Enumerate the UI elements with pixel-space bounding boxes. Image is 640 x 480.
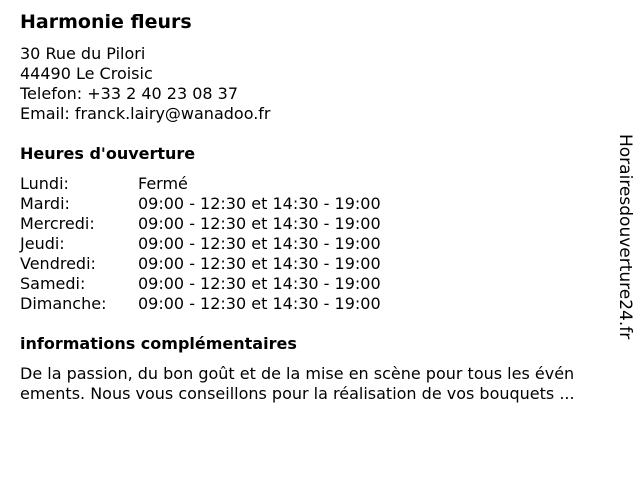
- day-label: Lundi:: [20, 174, 69, 193]
- day-label: Samedi:: [20, 274, 86, 293]
- hours-row-monday: [20, 174, 381, 194]
- hours-row-wednesday: [20, 214, 381, 234]
- time-value: 09:00 - 12:30 et 14:30 - 19:00: [138, 274, 381, 293]
- time-value: 09:00 - 12:30 et 14:30 - 19:00: [138, 294, 381, 313]
- time-value: 09:00 - 12:30 et 14:30 - 19:00: [138, 234, 381, 253]
- day-label: Mercredi:: [20, 214, 95, 233]
- description-line: ements. Nous vous conseillons pour la réalisation de vos bouquets ...: [20, 384, 575, 403]
- hours-row-tuesday: [20, 194, 381, 214]
- day-label: Vendredi:: [20, 254, 96, 273]
- time-value: 09:00 - 12:30 et 14:30 - 19:00: [138, 214, 381, 233]
- opening-hours-table: [20, 174, 381, 314]
- site-watermark: [612, 134, 640, 344]
- watermark-text: Horairesdouverture24.fr: [615, 134, 635, 340]
- phone-number: Telefon: +33 2 40 23 08 37: [20, 84, 239, 103]
- day-label: Jeudi:: [20, 234, 65, 253]
- day-label: Mardi:: [20, 194, 70, 213]
- hours-row-sunday: [20, 294, 381, 314]
- email-address: Email: franck.lairy@wanadoo.fr: [20, 104, 271, 123]
- time-value: 09:00 - 12:30 et 14:30 - 19:00: [138, 254, 381, 273]
- hours-row-thursday: [20, 234, 381, 254]
- hours-row-friday: [20, 254, 381, 274]
- opening-hours-heading: Heures d'ouverture: [20, 144, 196, 163]
- time-value: Fermé: [138, 174, 188, 193]
- address-block: [20, 44, 271, 124]
- hours-row-saturday: [20, 274, 381, 294]
- additional-info-text: [20, 364, 630, 404]
- additional-info-heading: informations complémentaires: [20, 334, 297, 353]
- street-address: 30 Rue du Pilori: [20, 44, 146, 63]
- description-line: De la passion, du bon goût et de la mise en scène pour tous les évén: [20, 364, 575, 383]
- business-name: Harmonie fleurs: [20, 11, 192, 33]
- day-label: Dimanche:: [20, 294, 107, 313]
- time-value: 09:00 - 12:30 et 14:30 - 19:00: [138, 194, 381, 213]
- city-postcode: 44490 Le Croisic: [20, 64, 153, 83]
